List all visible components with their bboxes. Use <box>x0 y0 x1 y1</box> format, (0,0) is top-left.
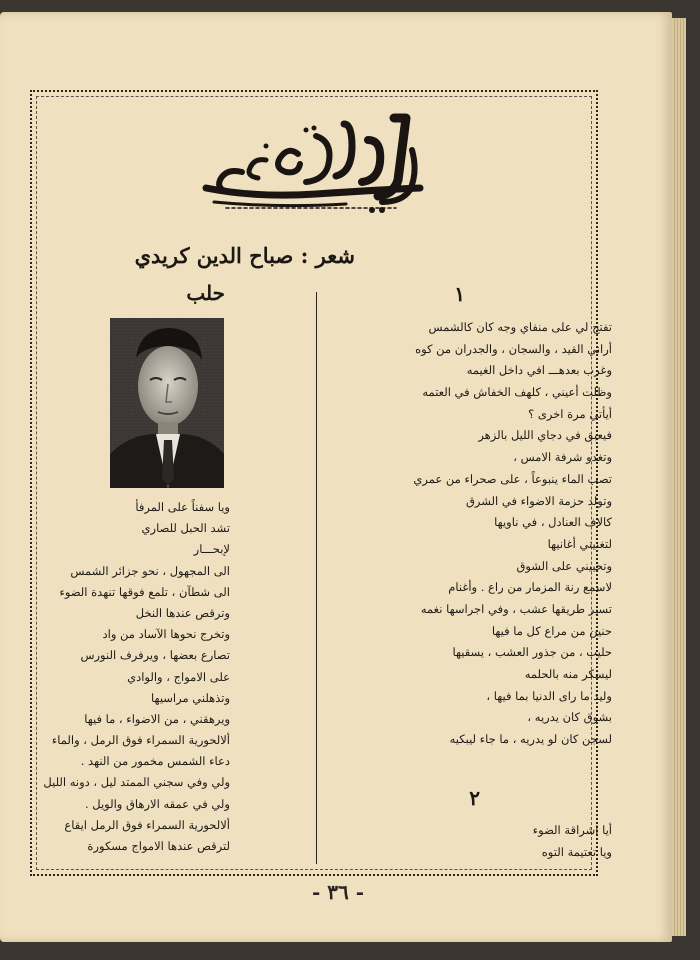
poem-line: ويا تعتيمة التوه <box>541 844 612 859</box>
poem-line: أراني القيد ، والسجان ، والجدران من كوه <box>415 341 612 356</box>
logo-title-text: البحر المنفي <box>311 222 317 223</box>
poem-line: بشوق كان يدريه ، <box>527 710 612 725</box>
page-number: - ٣٦ - <box>311 880 364 904</box>
poem-line: أيأتي مرة اخرى ؟ <box>528 406 612 421</box>
portrait-image <box>110 318 224 488</box>
poem-line: تفتح لي على منفاي وجه كان كالشمس <box>428 320 612 334</box>
poem-line: أيا اشراقة الضوء <box>532 823 612 837</box>
poem-line: ويا سفناً على المرفأ <box>135 500 230 514</box>
poem-line: وليد ما راى الدنيا بما فيها ، <box>486 688 612 703</box>
poem-line: ألالحورية السمراء فوق الرمل ، والماء <box>51 733 230 748</box>
poem-section-1-left-column <box>30 497 230 857</box>
poem-line: الى شطآن ، تلمع فوقها تنهدة الضوء <box>59 584 230 599</box>
calligraphy-logo-graphic <box>196 110 432 228</box>
poem-line: لتغنيني أغانيها <box>547 536 612 551</box>
poet-photo <box>110 318 224 488</box>
poem-line: لسجن كان لو يدريه ، ما جاء ليبكيه <box>449 732 612 747</box>
poem-line: حنين من مراع كل ما فيها <box>491 623 612 638</box>
poem-line: ألالحورية السمراء فوق الرمل ايقاع <box>64 817 230 832</box>
poem-line: حليب ، من جذور العشب ، يسقيها <box>452 645 612 660</box>
poem-line: وتغدو شرفة الامس ، <box>513 450 612 465</box>
poem-line: لاسمع رنة المزمار من راع . وأغنام <box>448 580 612 595</box>
poem-section-1-right-column <box>332 317 612 751</box>
poem-line: ليسكر منه بالحلمه <box>524 667 612 681</box>
section-number-2: ٢ <box>469 786 480 810</box>
poem-line: ويرهقني ، من الاضواء ، ما فيها <box>84 711 230 726</box>
column-divider <box>316 292 317 864</box>
poem-line: ولي وفي سجني الممتد ليل ، دونه الليل <box>43 775 230 790</box>
poem-line: لإبحـــار <box>193 542 230 557</box>
poem-line: تشد الحبل للصاري <box>141 521 230 536</box>
poem-line: كالاف العنادل ، في ناويها <box>494 515 612 530</box>
poem-line: وظلت أعيني ، كلهف الخفاش في العتمه <box>422 385 612 400</box>
section-number-1: ١ <box>454 282 465 306</box>
poem-line: وتخرج نحوها الآساد من واد <box>102 627 230 642</box>
poem-line: تسير طريقها عشب ، وفي اجراسها نغمه <box>420 601 612 616</box>
poem-line: الى المجهول ، نحو جزائر الشمس <box>70 563 230 578</box>
poem-line: ولي في عمقه الارهاق والويل . <box>84 796 230 811</box>
poet-city: حلب <box>186 281 225 305</box>
poem-line: فيعبق في دجاي الليل بالزهر <box>478 428 612 443</box>
poem-line: تصب الماء ينبوعاً ، على صحراء من عمري <box>413 471 612 486</box>
poem-line: وترقص عندها النخل <box>135 605 230 620</box>
poem-line: تصارع بعضها ، ويرفرف النورس <box>80 648 230 663</box>
poem-line: وتذهلني مراسيها <box>151 690 230 705</box>
poem-line: وتولد حزمة الاضواء في الشرق <box>465 493 612 508</box>
poem-line: دعاء الشمس مخمور من النهد . <box>80 754 230 769</box>
poem-line: على الامواج ، والوادي <box>127 669 230 684</box>
poem-line: وغرب بعدهـــ افي داخل الغيمه <box>466 363 612 378</box>
poem-line: وتحييني على الشوق <box>516 558 612 573</box>
poem-byline: شعر : صباح الدين كريدي <box>134 243 355 268</box>
poem-line: لترقص عندها الامواج مسكورة <box>87 839 230 853</box>
page-edge <box>672 18 686 936</box>
poem-section-2 <box>412 820 612 863</box>
title-calligraphy-logo <box>196 110 432 228</box>
